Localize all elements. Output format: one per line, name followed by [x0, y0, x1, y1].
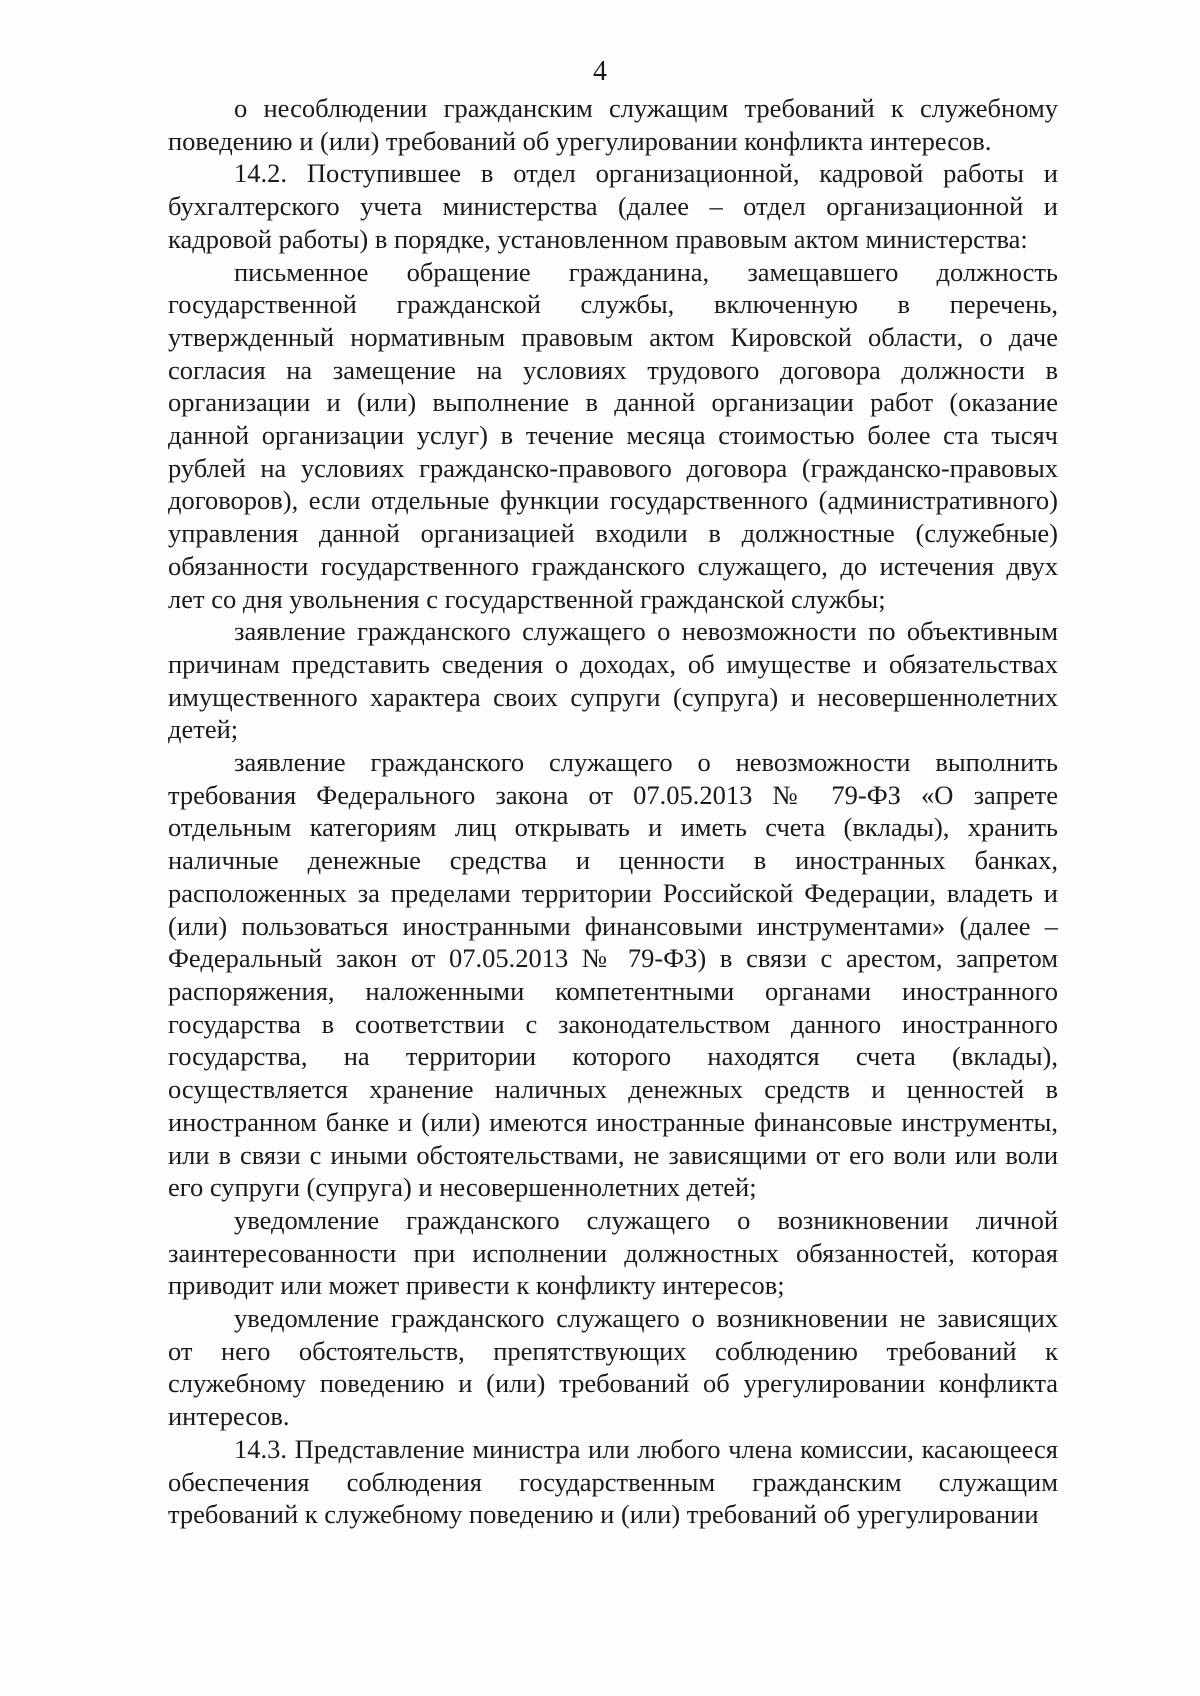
- paragraph-written-appeal: письменное обращение гражданина, замещавшего должность государственной гражданской службы, включенную в перечень, утвержденный нормативным правовым актом Кировской области, о даче согласия на замещение на условиях трудового договора должности в организации и (или) выполнение в данной организации работ (оказание данной организации услуг) в течение месяца стоимостью более ста тысяч рублей на условиях гражданско-правового договора (гражданско-правовых договоров), если отдельные функции государственного (административного) управления данной организацией входили в должностные (служебные) обязанности государственного гражданского служащего, до истечения двух лет со дня увольнения с государственной гражданской службы;: [168, 256, 1058, 614]
- paragraph-circumstances: уведомление гражданского служащего о возникновении не зависящих от него обстоятельств, препятствующих соблюдению требований к служебному поведению и (или) требований об урегулировании конфликта интересов.: [168, 1303, 1058, 1432]
- paragraph-personal-interest: уведомление гражданского служащего о возникновении личной заинтересованности при исполнении должностных обязанностей, которая приводит или может привести к конфликту интересов;: [168, 1204, 1058, 1301]
- paragraph-foreign-accounts: заявление гражданского служащего о невозможности выполнить требования Федерального закона от 07.05.2013 № 79-ФЗ «О запрете отдельным категориям лиц открывать и иметь счета (вклады), хранить наличные денежные средства и ценности в иностранных банках, расположенных за пределами территории Российской Федерации, владеть и (или) пользоваться иностранными финансовыми инструментами» (далее – Федеральный закон от 07.05.2013 № 79-ФЗ) в связи с арестом, запретом распоряжения, наложенными компетентными органами иностранного государства в соответствии с законодательством данного иностранного государства, на территории которого находятся счета (вклады), осуществляется хранение наличных денежных средств и ценностей в иностранном банке и (или) имеются иностранные финансовые инструменты, или в связи с иными обстоятельствами, не зависящими от его воли или воли его супруги (супруга) и несовершеннолетних детей;: [168, 747, 1058, 1203]
- page-number: 4: [593, 56, 607, 87]
- paragraph-14-2: 14.2. Поступившее в отдел организационной, кадровой работы и бухгалтерского учета министерства (далее – отдел организационной и кадровой работы) в порядке, установленном правовым актом министерства:: [168, 158, 1058, 254]
- document-body: [168, 92, 1058, 1531]
- paragraph-continuation: о несоблюдении гражданским служащим требований к служебному поведению и (или) требований об урегулировании конфликта интересов.: [168, 93, 1058, 156]
- paragraph-income-statement: заявление гражданского служащего о невозможности по объективным причинам представить сведения о доходах, об имуществе и обязательствах имущественного характера своих супруги (супруга) и несовершеннолетних детей;: [168, 616, 1058, 745]
- paragraph-14-3: 14.3. Представление министра или любого члена комиссии, касающееся обеспечения соблюдения государственным гражданским служащим требований к служебному поведению и (или) требований об урегулировании: [168, 1433, 1058, 1530]
